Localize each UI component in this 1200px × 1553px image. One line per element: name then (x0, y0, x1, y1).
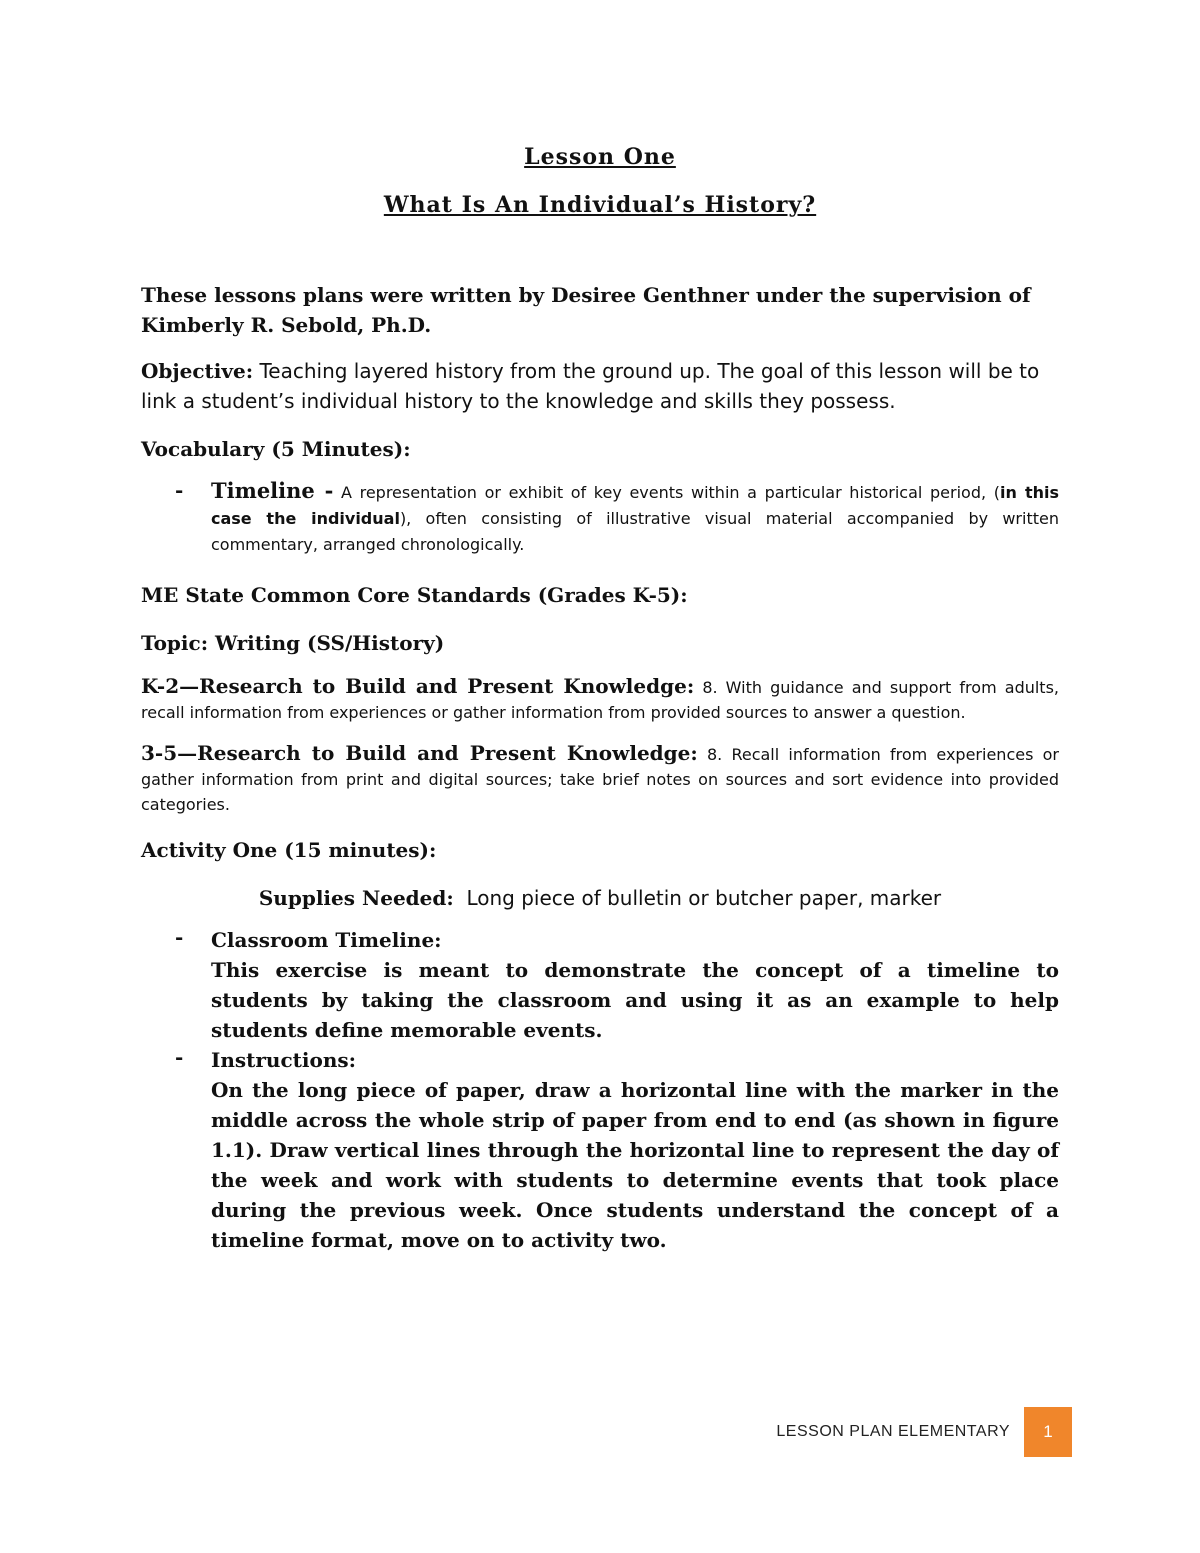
supplies-needed (141, 883, 1059, 913)
supplies-text: Long piece of bulletin or butcher paper, marker (453, 886, 942, 910)
activity-item-instructions (141, 1045, 1059, 1255)
objective-label: Objective: (141, 359, 254, 383)
page-number-badge: 1 (1024, 1407, 1072, 1457)
authors-statement: These lessons plans were written by Desiree Genthner under the supervision of Kimberly R. Sebold, Ph.D. (141, 283, 1031, 337)
standards-topic: Topic: Writing (SS/History) (141, 631, 445, 655)
vocabulary-term: Timeline - (211, 478, 334, 503)
activity-item-label: Instructions: (211, 1048, 357, 1072)
objective-paragraph (141, 356, 1059, 416)
activity-item-text: On the long piece of paper, draw a horizontal line with the marker in the middle across the whole strip of paper from end to end (as shown in figure 1.1). Draw vertical lines through the horizontal line to represent the day of the week and work with students to determine events that took place during the previous week. Once students understand the concept of a timeline format, move on to activity two. (211, 1078, 1059, 1252)
activity-bullet: - (175, 1045, 184, 1069)
standard-3-5-text: 8. Recall information from experiences or gather information from print and digital sources; take brief notes on sources and sort evidence into provided categories. (141, 745, 1060, 814)
objective-text: Teaching layered history from the ground up. The goal of this lesson will be to link a student’s individual history to the knowledge and skills they possess. (141, 359, 1040, 413)
lesson-title: Lesson One (524, 144, 676, 170)
standard-3-5-label: 3-5—Research to Build and Present Knowledge: (141, 741, 698, 765)
vocabulary-emphasis: in this case the individual (211, 483, 1060, 528)
activity-one-heading: Activity One (15 minutes): (141, 838, 437, 862)
vocabulary-definition (211, 478, 1059, 558)
footer-label: LESSON PLAN ELEMENTARY (776, 1423, 1010, 1440)
document-page (141, 140, 1059, 1255)
activity-item-classroom-timeline (141, 925, 1059, 1045)
activity-bullet: - (175, 925, 184, 949)
vocabulary-heading: Vocabulary (5 Minutes): (141, 437, 411, 461)
activity-item-text: This exercise is meant to demonstrate the concept of a timeline to students by taking the classroom and using it as an example to help students define memorable events. (211, 958, 1059, 1042)
vocabulary-definition-end: ), often consisting of illustrative visual material accompanied by written commentary, arranged chronologically. (211, 509, 1059, 554)
vocabulary-item (141, 478, 1059, 558)
lesson-subtitle: What Is An Individual’s History? (383, 192, 817, 218)
vocabulary-definition-start: A representation or exhibit of key events within a particular historical period, ( (333, 483, 1000, 502)
page-footer (776, 1407, 1072, 1457)
activity-item-label: Classroom Timeline: (211, 928, 442, 952)
supplies-label: Supplies Needed: (258, 886, 454, 910)
standard-k2-label: K-2—Research to Build and Present Knowledge: (141, 674, 695, 698)
standard-k2-text: 8. With guidance and support from adults, recall information from experiences or gather information from provided sources to answer a question. (141, 678, 1060, 722)
standards-heading: ME State Common Core Standards (Grades K-5): (141, 583, 688, 607)
standard-3-5 (141, 741, 1059, 817)
standard-k2 (141, 674, 1059, 725)
vocabulary-bullet: - (175, 478, 184, 502)
